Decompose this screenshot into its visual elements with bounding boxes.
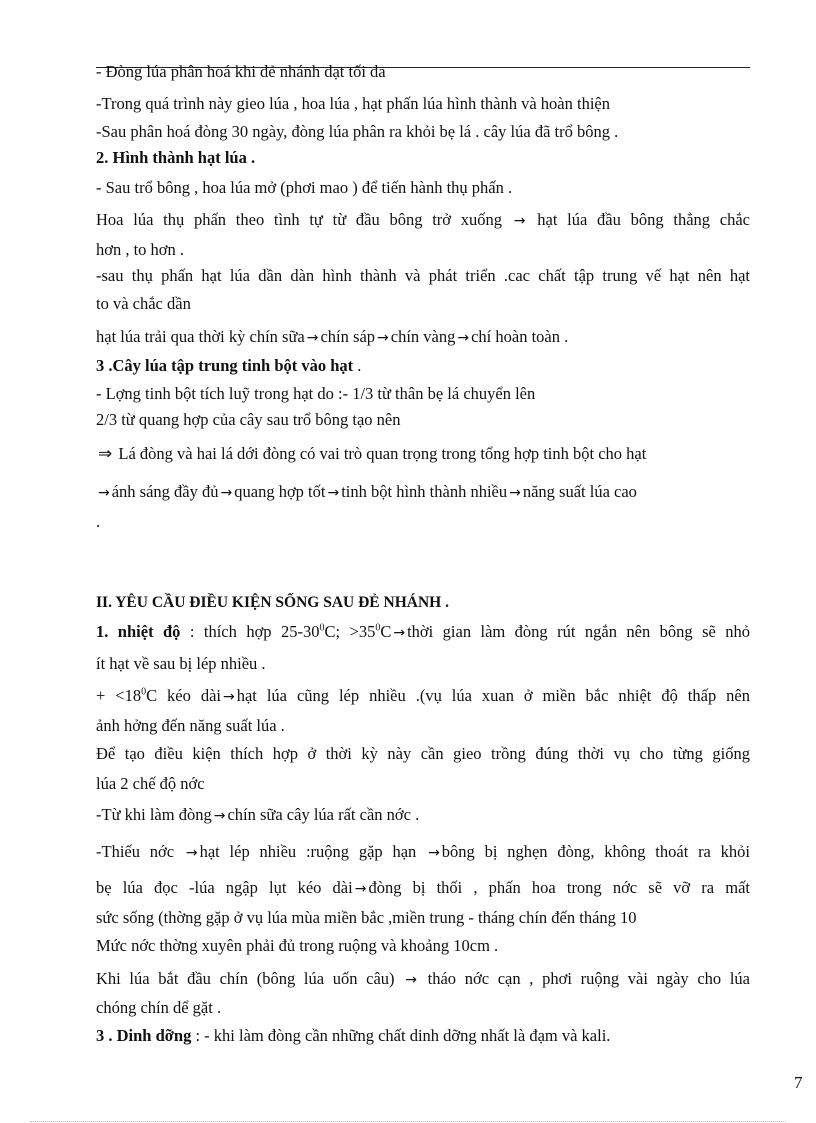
text-line: - Lợng tinh bột tích luỹ trong hạt do :- 1/3 từ thân bẹ lá chuyển lên — [96, 384, 536, 403]
text-line: chóng chín dể gặt . — [96, 998, 222, 1017]
arrow-right-icon: → — [377, 330, 389, 346]
footer-divider — [30, 1121, 786, 1122]
text-line: to và chắc dần — [96, 294, 191, 313]
text-line: Khi lúa bắt đầu chín (bông lúa uốn câu) → tháo nớc cạn , phơi ruộng vài ngày cho lúa — [96, 969, 750, 988]
text-line: ⇒ Lá đòng và hai lá dới đòng có vai trò quan trọng trong tổng hợp tinh bột cho hạt — [98, 444, 647, 464]
arrow-right-icon: → — [213, 808, 226, 824]
arrow-right-icon: → — [327, 485, 340, 501]
arrow-right-icon: → — [220, 485, 233, 501]
arrow-right-icon: → — [222, 689, 235, 705]
text-line: -Thiếu nớc → hạt lép nhiều :ruộng gặp hạn → bông bị nghẹn đòng, không thoát ra khỏi — [96, 842, 750, 861]
arrow-right-icon: → — [306, 330, 319, 346]
section-heading-2: 2. Hình thành hạt lúa . — [96, 148, 256, 167]
text-line: Hoa lúa thụ phấn theo tình tự từ đầu bông trở xuống → hạt lúa đầu bông thẳng chắc — [96, 210, 750, 229]
text-line: -Sau phân hoá đòng 30 ngày, đòng lúa phân ra khỏi bẹ lá . cây lúa đã trổ bông . — [96, 122, 619, 141]
text-line: -Từ khi làm đòng → chín sữa cây lúa rất cần nớc . — [96, 805, 420, 824]
text-line: 2/3 từ quang hợp của cây sau trổ bông tạo nên — [96, 410, 401, 429]
arrow-right-icon: → — [185, 845, 198, 861]
text-line: bẹ lúa đọc -lúa ngập lụt kéo dài → đòng bị thối , phấn hoa trong nớc sẽ vỡ ra mất — [96, 878, 750, 897]
arrow-right-icon: → — [428, 845, 440, 861]
text-line: - Sau trổ bông , hoa lúa mở (phơi mao ) để tiến hành thụ phấn . — [96, 178, 513, 197]
text-line: → ánh sáng đầy đủ → quang hợp tốt → tinh bột hình thành nhiều → năng suất lúa cao — [98, 482, 637, 501]
text-line: - Đòng lúa phân hoá khi đẻ nhánh đạt tối đa — [96, 62, 386, 81]
arrow-right-icon: → — [354, 881, 367, 897]
section-heading-II: II. YÊU CẦU ĐIỀU KIỆN SỐNG SAU ĐẺ NHÁNH . — [96, 594, 449, 611]
text-line: . — [96, 512, 101, 531]
text-line: -Trong quá trình này gieo lúa , hoa lúa , hạt phấn lúa hình thành và hoàn thiện — [96, 94, 610, 113]
text-line: 1. nhiệt độ : thích hợp $25-30^0C$; $>35^0C$ → thời gian làm đòng rút ngắn nên bông sẽ nhỏ — [96, 622, 750, 641]
document-page — [96, 0, 750, 1123]
text-line: lúa 2 chế độ nớc — [96, 774, 205, 793]
section-heading-dinh-duong: 3 . Dinh dỡng : - khi làm đòng cần những chất dinh dỡng nhất là đạm và kali. — [96, 1026, 611, 1045]
text-line: -sau thụ phấn hạt lúa dần dàn hình thành và phát triển .cac chất tập trung vế hạt nên hạt — [96, 266, 750, 285]
arrow-right-icon: → — [509, 485, 521, 501]
section-heading-3: 3 .Cây lúa tập trung tinh bột vào hạt . — [96, 356, 362, 375]
arrow-right-icon: → — [393, 625, 406, 641]
page-number: 7 — [794, 1073, 803, 1092]
arrow-right-icon: → — [405, 972, 417, 988]
text-line: hơn , to hơn . — [96, 240, 185, 259]
text-line: ảnh hởng đến năng suất lúa . — [96, 716, 285, 735]
arrow-right-icon: → — [457, 330, 470, 346]
text-line: sức sống (thờng gặp ở vụ lúa mùa miền bắc ,miền trung - tháng chín đến tháng 10 — [96, 908, 637, 927]
text-line: Để tạo điều kiện thích hợp ở thời kỳ này cần gieo trồng đúng thời vụ cho từng giống — [96, 744, 750, 763]
text-line: hạt lúa trải qua thời kỳ chín sữa → chín sáp → chín vàng → chí hoàn toàn . — [96, 327, 569, 346]
text-line: ít hạt về sau bị lép nhiều . — [96, 654, 266, 673]
implies-arrow-icon: ⇒ — [98, 444, 113, 464]
text-line: + $<18^0C$ kéo dài → hạt lúa cũng lép nhiều .(vụ lúa xuan ở miền bắc nhiệt độ thấp nên — [96, 686, 750, 705]
text-line: Mức nớc thờng xuyên phải đủ trong ruộng và khoảng 10cm . — [96, 936, 499, 955]
arrow-right-icon: → — [513, 213, 526, 229]
arrow-right-icon: → — [98, 485, 110, 501]
